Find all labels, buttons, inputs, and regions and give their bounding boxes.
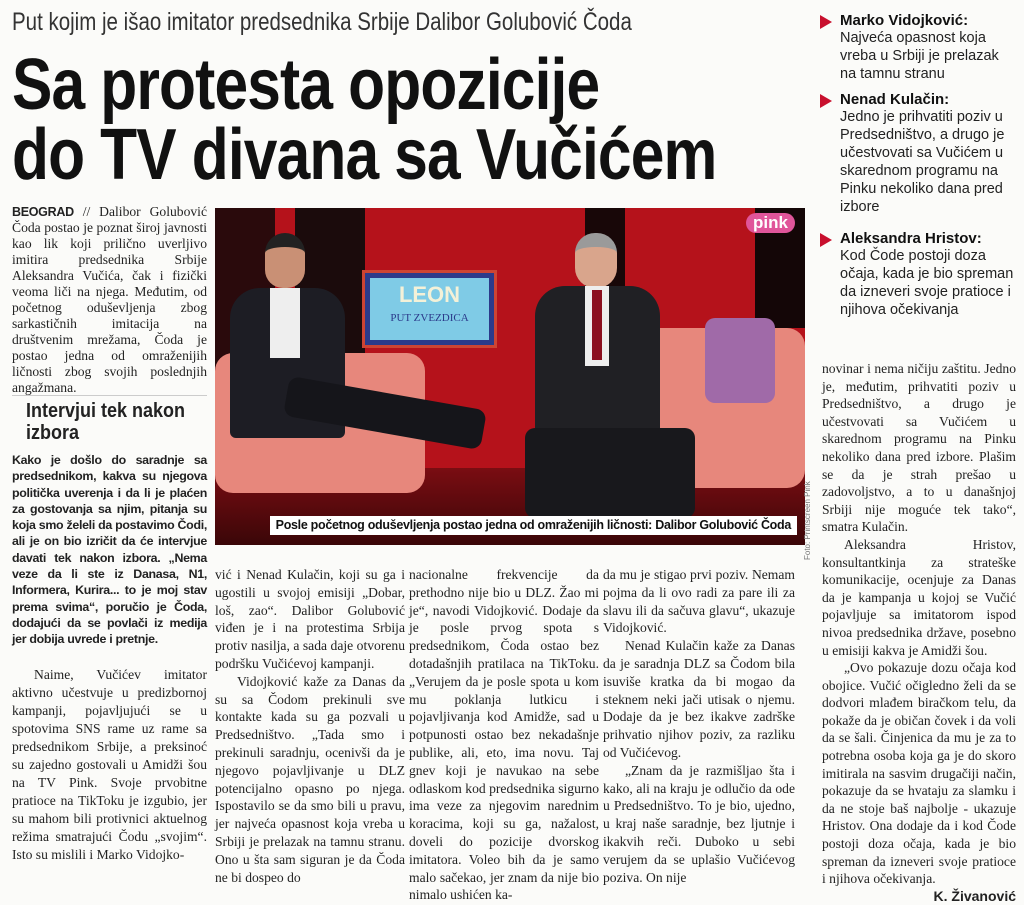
paragraph: Nenad Kulačin kaže za Danas da je saradnja DLZ sa Čodom bila isuviše kratka da bi mogao da steknem neki jači utisak o njemu. Dodaje da je bez ikakve zadrške prihvatio njihov poziv, za razliku od Vučićevog. xyxy=(603,638,795,760)
lead-text: // Dalibor Golubović Čoda postao je poznat široj javnosti kao lik koji prilično uverljivo imitira predsednika Srbije Aleksandra Vučića, čak i fizički veoma liči na njega. Međutim, od početnog oduševljenja zbog sarkastičnih imitacija na društvenim mrežama, Čoda je postao jedna od omraženijih ličnosti zbog svojih poslednjih angažmana. xyxy=(12,204,207,395)
box-text: Kako je došlo do saradnje sa predsednikom, kakva su njegova politička uverenja i da li je plaćen za gostovanja sa njim, pitanja su koja smo želeli da postavimo Čodi, ali je on bio izričit da će intervjue davati tek nakon izbora. „Nema veze da li ste iz Danasa, N1, Informera, Kurira... to je moj stav prema svima“, poručio je Čoda, dodajući da se povlači iz medija jer dobija uvrede i pretnje. xyxy=(12,453,207,647)
cushion xyxy=(705,318,775,403)
paragraph: nacionalne frekvencije da prethodno nije bio u DLZ. Žao mi je“, navodi Vidojković. Dodaje da je posle prvog spota s predsednikom, Čoda ostao bez dotadašnjih pratilaca na TikToku. „Verujem da je posle spota u kom mu poklanja lutkicu i pojavljivanja kod Amidže, sad u potpunosti ostao bez nekadašnje publike, ali, eto, ima novu. Taj gnev koji je navukao na sebe odlaskom kod predsednika sigurno ima veze za njegovim narednim koracima, koji su ga, nažalost, doveli do pozicije dvorskog imitatora. Voleo bih da je samo malo sačekao, jer znam da nije bio nimalo ushićen ka- xyxy=(409,567,599,903)
triangle-bullet-icon xyxy=(820,233,832,247)
paragraph xyxy=(822,659,1016,904)
body-column-3 xyxy=(409,566,599,904)
paragraph: „Znam da je razmišljao šta i kako, ali na kraju je odlučio da ode u Predsedništvo. To je bio, ujedno, u kraj naše saradnje, bez ljutnje i ikakvih reči. Duboko u sebi verujem da se uplašio Vučićevog poziva. On nije xyxy=(603,762,795,885)
body-column-2 xyxy=(215,566,405,886)
paragraph: Naime, Vučićev imitator aktivno učestvuje u predizbornoj kampanji, pojavljujući se u spotovima SNS rame uz rame sa predsednikom Srbije, a preksinoć su zajedno gostovali u Amidži šou na TV Pink. Svoje prvobitne pratioce na TikToku je izgubio, jer su mahom bili protivnici aktuelnog režima smatrajući Čodu „svojim“. Isto su mislili i Marko Vidojko- xyxy=(12,667,207,862)
paragraph: novinar i nema ničiju zaštitu. Jedno je, međutim, prihvatiti poziv u Predsedništvo, a drugo je učestvovati sa Vučićem u skarednom programu na Pinku nekoliko dana pred izbore. Plašim se da je strah prešao u zadovoljstvo, a to u današnjoj Srbiji nije moguće tek tako“, smatra Kulačin. xyxy=(822,361,1016,535)
triangle-bullet-icon xyxy=(820,94,832,108)
quote-item xyxy=(818,91,1018,216)
host-figure xyxy=(225,233,345,533)
paragraph-text: „Ovo pokazuje dozu očaja kod obojice. Vučić očigledno želi da se dodvori mlađem biračkom telu, da pokaže da je običan čovek i da voli da se šali. Činjenica da mu je za to potrebna osoba koja ga je do skoro imitirala na sasvim drugačiji način, pokazuje da se hvataju za slamku i da ne stoje baš najbolje - ukazuje Hristov. Ona dodaje da i kod Čode postoji doza očaja, kada je bio spreman da izneveri svoje pratioce i njihova očekivanja. xyxy=(822,660,1016,887)
pink-channel-logo: pink xyxy=(746,213,795,233)
sidebar-box xyxy=(12,395,207,648)
tv-screen-text: PUT ZVEZDICA xyxy=(390,312,469,324)
triangle-bullet-icon xyxy=(820,15,832,29)
dateline: BEOGRAD xyxy=(12,205,74,219)
supertitle: Put kojim je išao imitator predsednika Srbije Dalibor Golubović Čoda xyxy=(12,8,632,36)
box-title: Intervjui tek nakon izbora xyxy=(26,400,186,444)
quote-item xyxy=(818,12,1018,83)
quote-author: Marko Vidojković: xyxy=(840,12,969,29)
body-column-5 xyxy=(822,360,1016,905)
photo-caption: Posle početnog oduševljenja postao jedna od omraženijih ličnosti: Dalibor Golubović Čoda xyxy=(270,516,797,535)
quote-item xyxy=(818,230,1018,319)
quote-text: Jedno je prihvatiti poziv u Predsedništvo, a drugo je učestvovati sa Vučićem u skarednom programu na Pinku nekoliko dana pred izbore xyxy=(840,109,1005,215)
body-column-4 xyxy=(603,566,795,886)
quote-text: Kod Čode postoji doza očaja, kada je bio spreman da izneveri svoje pratioce i njihova očekivanja xyxy=(840,248,1014,318)
paragraph: vić i Nenad Kulačin, koji su ga i ugostili u svojoj emisiji „Dobar, loš, zao“. Dalibor Golubović viđen je i na protestima Srbija protiv nasilja, a sada daje otvorenu podršku Vučićevoj kampanji. xyxy=(215,567,405,671)
quotes-sidebar xyxy=(818,12,1018,327)
lead-paragraph xyxy=(12,204,207,396)
byline: K. Živanović xyxy=(933,887,1016,904)
quote-author: Aleksandra Hristov: xyxy=(840,230,982,247)
headline-line-1: Sa protesta opozicije xyxy=(12,45,600,125)
body-column-1 xyxy=(12,666,207,864)
paragraph: Vidojković kaže za Danas da su sa Čodom prekinuli sve kontakte kada su ga pozvali u Predsedništvo. „Tada smo i prekinuli saradnju, ocenivši da je njegovo pojavljivanje u DLZ potencijalno opasno po njega. Ispostavilo se da smo bili u pravu, jer najveća opasnost koja vreba u Srbiji je prelazak na tamnu stranu. Ono u šta sam siguran je da Čoda ne bi dospeo do xyxy=(215,673,405,885)
quote-text: Najveća opasnost koja vreba u Srbiji je prelazak na tamnu stranu xyxy=(840,30,999,82)
headline-line-2: do TV divana sa Vučićem xyxy=(12,115,717,195)
guest-figure xyxy=(525,228,665,528)
tv-screen xyxy=(362,270,497,348)
paragraph: da mu je stigao prvi poziv. Nemam pojma da li ovo radi za pare ili za slavu ili da sačuva glavu“, ukazuje Vidojković. xyxy=(603,567,795,636)
paragraph: Aleksandra Hristov, konsultantkinja za strateške komunikacije, ocenjuje za Danas da je kampanja u kojoj se Vučić pojavljuje sa imitatorom ispod nivoa predsednika države, posebno u emisiji kakva je Amidži šou. xyxy=(822,536,1016,658)
tv-logo: LEON xyxy=(398,282,461,307)
quote-author: Nenad Kulačin: xyxy=(840,91,950,108)
article-photo xyxy=(215,208,805,545)
headline xyxy=(12,45,717,195)
photo-credit: Foto: Printscreen Pink xyxy=(803,481,812,560)
